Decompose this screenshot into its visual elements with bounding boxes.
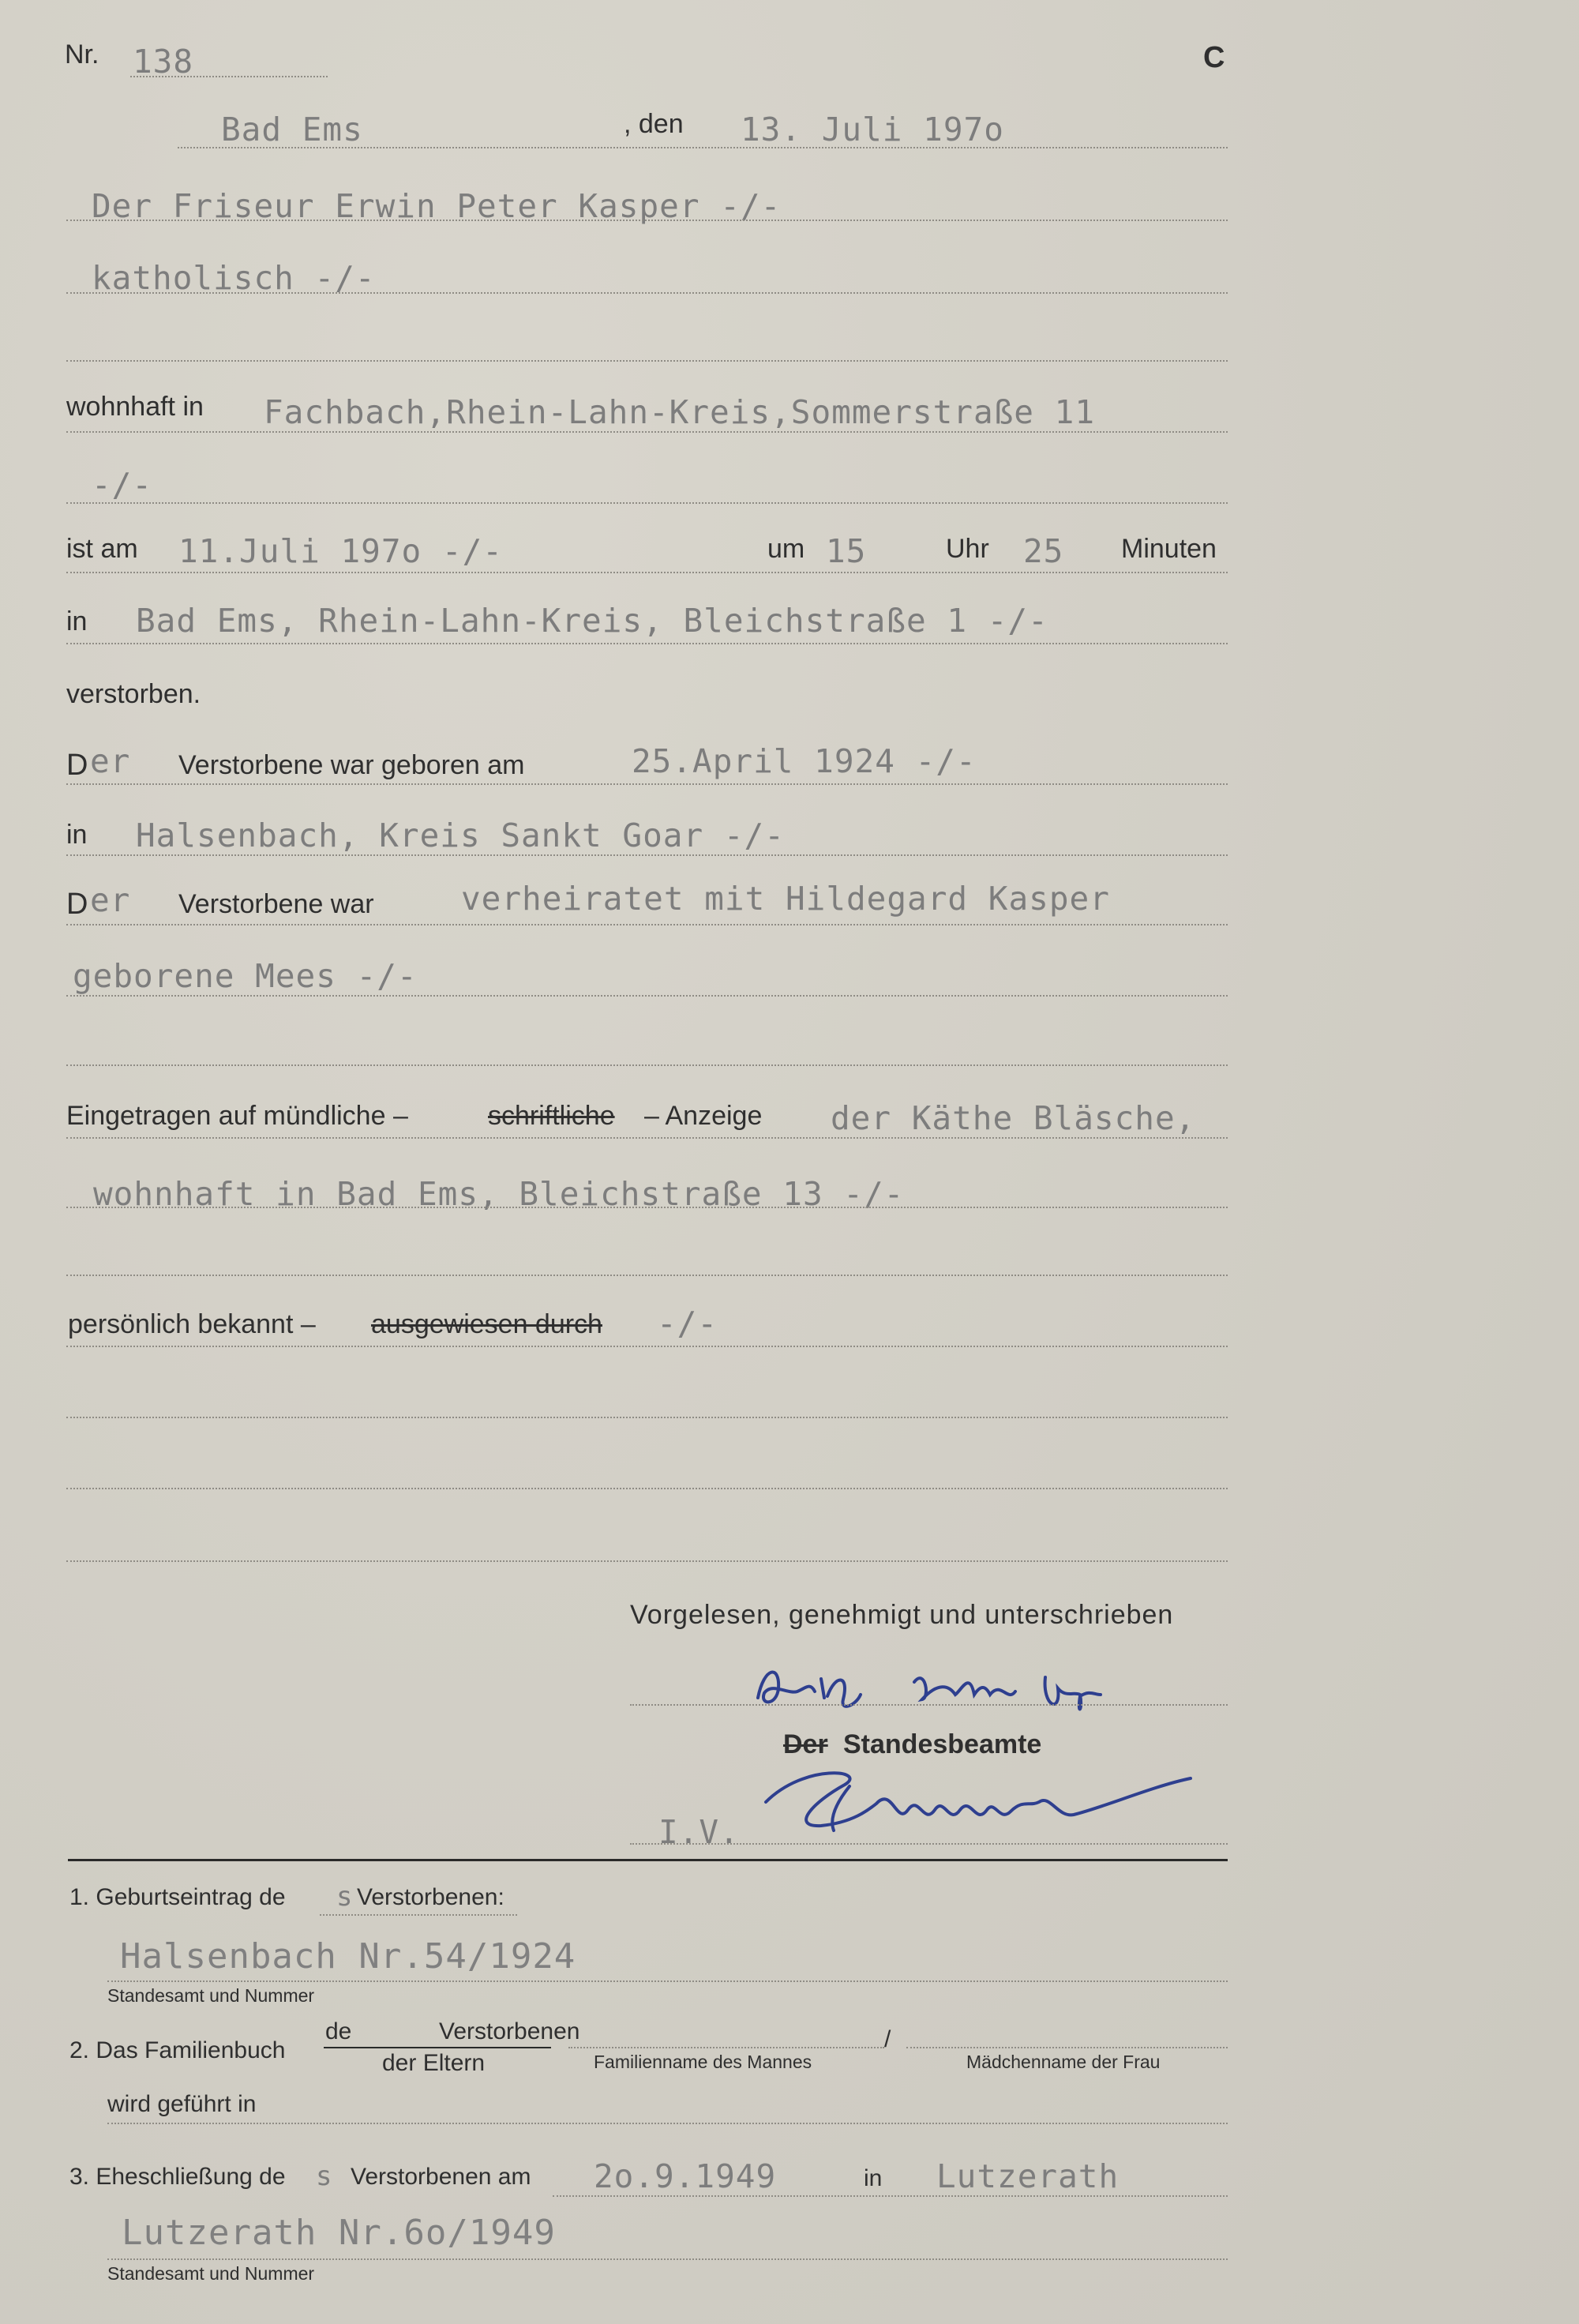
note2-de: de [325,2018,352,2044]
note3-place: Lutzerath [936,2157,1120,2195]
notes-separator [68,1859,1228,1861]
read-approved-label: Vorgelesen, genehmigt und unterschrieben [630,1600,1174,1630]
report-label-strike: schriftliche [488,1101,615,1131]
note2-slash: / [884,2026,891,2052]
um-label: um [767,534,805,564]
date-value: 13. Juli 197o [741,111,1004,148]
registrar-signature [758,1755,1200,1842]
note3-caption: Standesamt und Nummer [107,2263,315,2284]
blank-rule-6 [66,1560,1228,1562]
marital-value: verheiratet mit Hildegard Kasper [461,880,1110,918]
note1-value: Halsenbach Nr.54/1924 [120,1936,576,1977]
birth-date-rule [66,783,1228,785]
residence-rule [66,431,1228,433]
verstorben-label: verstorben. [66,679,201,709]
note1-caption: Standesamt und Nummer [107,1985,315,2006]
ist-am-label: ist am [66,534,138,564]
marital-rule [66,924,1228,925]
note2-label: 2. Das Familienbuch [69,2037,286,2063]
corner-letter: C [1203,41,1225,74]
marital-d-prefix: D [66,888,88,921]
report-rule-2 [66,1207,1228,1208]
informant-signature [748,1650,1206,1721]
note3-label: 3. Eheschließung de [69,2164,286,2190]
note2-frau-rule [906,2047,1228,2048]
residence-value: Fachbach,Rhein-Lahn-Kreis,Sommerstraße 11 [264,393,1096,431]
identity-label-strike: ausgewiesen durch [371,1309,602,1339]
note3-date-rule [553,2195,1228,2197]
residence-label: wohnhaft in [66,392,204,422]
minuten-label: Minuten [1121,534,1217,564]
birth-in-label: in [66,820,88,850]
registrar-label: Standesbeamte [843,1729,1042,1759]
nr-label: Nr. [65,39,99,69]
birth-place-rule [66,854,1228,856]
person-line-1-rule [66,220,1228,221]
blank-rule-5 [66,1488,1228,1489]
death-place-rule [66,643,1228,644]
death-time-rule [66,572,1228,573]
birth-d-suffix: er [90,742,131,780]
identity-rule [66,1346,1228,1347]
identity-value: -/- [657,1305,718,1342]
note1-label-b: Verstorbenen: [357,1884,504,1910]
registrar-strike: Der [783,1729,828,1759]
note2-eltern: der Eltern [382,2050,486,2076]
note2-frau-caption: Mädchenname der Frau [966,2052,1161,2072]
person-line-2-rule [66,292,1228,294]
note2-verstorbenen: Verstorbenen [439,2018,580,2044]
note1-label: 1. Geburtseintrag de [69,1884,286,1910]
note2-mann-caption: Familienname des Mannes [594,2052,812,2072]
identity-label-a: persönlich bekannt – [68,1309,316,1339]
blank-rule-2 [66,1064,1228,1066]
nr-line [130,76,328,77]
death-in-label: in [66,606,88,636]
birth-date: 25.April 1924 -/- [632,742,977,780]
marital-value-2: geborene Mees -/- [73,957,418,995]
report-value: der Käthe Bläsche, [831,1099,1196,1137]
signature-rule-1 [630,1704,1228,1706]
note1-rule [107,1980,1228,1982]
note3-value: Lutzerath Nr.6o/1949 [122,2213,556,2253]
note3-label-b: Verstorbenen am [351,2164,531,2190]
nr-value: 138 [133,43,194,81]
den-label: , den [624,109,684,139]
marital-d-suffix: er [90,881,131,919]
person-line-2: katholisch -/- [92,259,376,297]
birth-place: Halsenbach, Kreis Sankt Goar -/- [136,817,785,854]
death-date: 11.Juli 197o -/- [178,532,503,570]
note2-mann-rule [568,2047,884,2048]
place-value: Bad Ems [221,111,363,148]
note3-in: in [864,2165,883,2191]
note3-date: 2o.9.1949 [594,2157,777,2195]
note2-gefuehrt: wird geführt in [107,2091,257,2117]
birth-label: Verstorbene war geboren am [178,750,525,780]
death-place: Bad Ems, Rhein-Lahn-Kreis, Bleichstraße 1 -/- [136,602,1048,640]
iv-label: I.V. [658,1813,740,1851]
place-date-line [178,147,1228,148]
note2-rule [107,2123,1228,2124]
blank-rule-4 [66,1417,1228,1418]
person-line-1: Der Friseur Erwin Peter Kasper -/- [92,187,782,225]
marital-label: Verstorbene war [178,889,374,919]
report-label-a: Eingetragen auf mündliche – [66,1101,408,1131]
note3-insert: s [316,2161,333,2192]
report-label-b: – Anzeige [644,1101,763,1131]
birth-d-prefix: D [66,749,88,782]
death-minutes: 25 [1023,532,1064,570]
note3-rule [107,2258,1228,2260]
blank-rule-3 [66,1275,1228,1276]
blank-rule-1 [66,360,1228,362]
note2-fraction-rule [324,2047,551,2048]
report-rule [66,1137,1228,1139]
residence-rule-2 [66,502,1228,504]
uhr-label: Uhr [946,534,989,564]
signature-rule-2 [630,1843,1228,1845]
marital-rule-2 [66,995,1228,997]
death-hour: 15 [826,532,867,570]
note1-insert-rule [320,1914,517,1916]
note1-insert: s [336,1881,354,1913]
residence-value-2: -/- [92,466,153,504]
report-value-2: wohnhaft in Bad Ems, Bleichstraße 13 -/- [93,1175,905,1213]
